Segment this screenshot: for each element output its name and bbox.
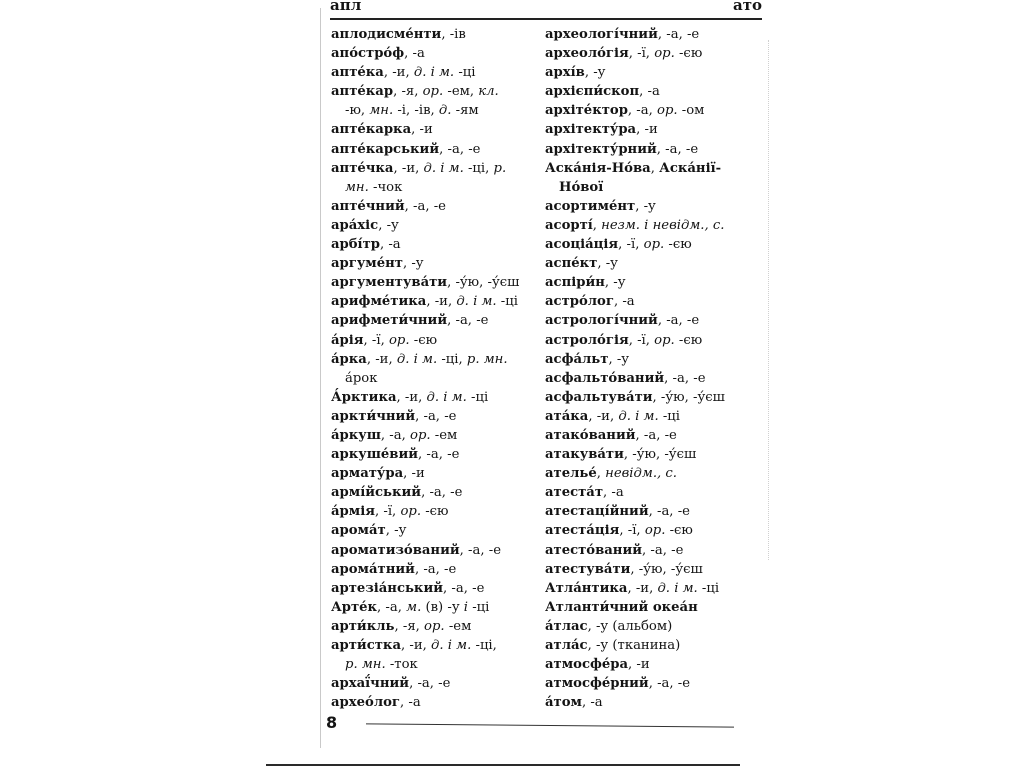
grammar-ending: , -и, <box>401 638 432 653</box>
grammar-ending: , -у (тканина) <box>587 638 681 653</box>
grammar-abbrev: д. і м. <box>657 580 698 596</box>
grammar-abbrev: д. <box>438 103 452 119</box>
left-column <box>331 25 536 712</box>
dictionary-entry <box>331 636 536 655</box>
headword: Арте́к <box>331 599 378 615</box>
grammar-ending: , -ї, <box>628 46 655 62</box>
headword: археóлог <box>331 695 400 711</box>
dictionary-entry <box>331 502 536 521</box>
dictionary-entry <box>331 25 536 44</box>
headword: архіте́ктор <box>545 103 628 119</box>
grammar-ending: -ці, <box>463 160 494 176</box>
dictionary-entry <box>545 82 750 101</box>
grammar-ending: , -у́ю, -у́єш <box>630 561 703 577</box>
right-column <box>545 25 750 712</box>
dictionary-entry <box>331 311 536 330</box>
dictionary-entry <box>545 235 750 254</box>
grammar-ending: , -у <box>608 351 630 367</box>
dictionary-entry <box>545 216 750 235</box>
dictionary-entry <box>545 388 750 407</box>
headword: а́рія <box>331 332 364 348</box>
grammar-ending: , -у <box>635 198 656 214</box>
headword: архієпи́скоп <box>545 84 640 100</box>
grammar-ending: , -ї, <box>363 332 389 348</box>
grammar-ending: , -а, -е <box>443 580 485 596</box>
grammar-ending: , -и, <box>588 408 619 424</box>
headword: асоціа́ція <box>545 237 619 253</box>
headword: астрологі́чний <box>545 313 658 329</box>
dictionary-entry <box>331 292 536 311</box>
dictionary-entry <box>545 426 750 445</box>
dictionary-entry <box>331 254 536 273</box>
entry-continuation <box>545 178 750 197</box>
grammar-ending: , -а, -е <box>648 504 690 520</box>
headword: асфальто́ваний <box>545 370 665 386</box>
headword: апте́карський <box>331 141 440 157</box>
grammar-ending: , -а, -е <box>414 561 457 577</box>
grammar-ending: , -и, <box>383 65 414 81</box>
footer-rule <box>366 723 734 727</box>
headword: атеста́т <box>545 485 604 501</box>
headword: атесто́ваний <box>545 542 643 558</box>
right-guideword: ато <box>732 0 762 14</box>
dictionary-entry <box>331 445 536 464</box>
headword: атеста́ція <box>545 523 620 539</box>
scan-edge-line <box>266 764 740 766</box>
grammar-abbrev: ор. <box>654 46 675 62</box>
dictionary-entry <box>545 140 750 159</box>
dictionary-entry <box>331 521 536 540</box>
grammar-ending: -ці <box>496 294 518 310</box>
grammar-abbrev: ор. <box>422 84 444 100</box>
dictionary-entry <box>545 197 750 216</box>
dictionary-entry <box>545 369 750 388</box>
dictionary-entry <box>545 331 750 350</box>
headword: арифмети́чний <box>331 313 448 329</box>
headword: архаї́чний <box>331 676 410 692</box>
headword: аплодисме́нти <box>331 27 442 42</box>
grammar-ending: , -а <box>400 695 421 711</box>
grammar-ending: , -а, <box>380 427 410 443</box>
dictionary-entry <box>331 159 536 178</box>
headword: апте́чка <box>331 160 394 176</box>
grammar-ending: , -а, -е <box>421 485 463 501</box>
headword: атестува́ти <box>545 561 631 577</box>
grammar-ending: , -и, <box>426 294 457 310</box>
page-edge <box>768 40 769 560</box>
grammar-ending: , -и <box>636 122 658 138</box>
dictionary-entry <box>545 655 750 674</box>
grammar-abbrev: ор. <box>424 618 445 634</box>
grammar-ending: , -а, -е <box>664 370 706 386</box>
dictionary-entry <box>545 502 750 521</box>
grammar-abbrev: ор. <box>400 504 422 520</box>
grammar-abbrev: д. і м. <box>618 408 659 424</box>
dictionary-entry <box>331 273 536 292</box>
grammar-ending: -ем, <box>443 84 479 100</box>
dictionary-entry <box>545 483 750 502</box>
grammar-ending: , -а, -е <box>635 427 677 443</box>
dictionary-entry <box>545 292 750 311</box>
dictionary-entry <box>545 445 750 464</box>
grammar-ending: , -и <box>411 122 433 138</box>
dictionary-entry <box>545 674 750 693</box>
headword: апте́чний <box>331 198 405 214</box>
dictionary-entry <box>545 693 750 712</box>
dictionary-entry <box>331 216 536 235</box>
grammar-ending: , -ів <box>441 27 466 42</box>
grammar-ending: , -а, -е <box>439 141 481 157</box>
dictionary-entry <box>331 44 536 63</box>
grammar-abbrev: ор. <box>643 237 665 253</box>
headword: ароматизо́ваний <box>331 542 460 558</box>
headword: ара́хіс <box>331 217 379 233</box>
headword: арбі́тр <box>331 237 380 253</box>
grammar-ending: , -и <box>628 657 650 673</box>
grammar-ending: -єю <box>409 332 438 348</box>
grammar-ending: , -я, <box>394 618 425 634</box>
headword: Атла́нтика <box>545 580 628 596</box>
grammar-ending: , -а <box>581 695 603 711</box>
grammar-ending: , -у́ю, -у́єш <box>652 389 725 405</box>
headword: архітекту́рний <box>545 141 657 157</box>
grammar-ending: , -а, -е <box>409 676 451 692</box>
dictionary-entry <box>331 598 536 617</box>
dictionary-entry <box>545 560 750 579</box>
headword: астро́лог <box>545 294 614 310</box>
grammar-ending: , -у <box>402 256 424 272</box>
dictionary-entry <box>545 464 750 483</box>
dictionary-entry <box>545 44 750 63</box>
headword: армату́ра <box>331 466 404 482</box>
headword: арифме́тика <box>331 294 427 310</box>
grammar-ending: -ці <box>468 599 490 615</box>
grammar-ending: -єю <box>664 237 692 253</box>
grammar-ending: , -и, <box>366 351 397 367</box>
grammar-ending: (в) -у <box>421 599 464 615</box>
grammar-ending: , -а, -е <box>404 198 446 214</box>
grammar-ending: , -а <box>639 84 660 100</box>
dictionary-entry <box>545 636 750 655</box>
grammar-ending: -і, -ів, <box>393 103 439 119</box>
dictionary-entry <box>545 159 750 178</box>
grammar-abbrev: р. мн. <box>345 657 386 673</box>
dictionary-entry <box>331 579 536 598</box>
grammar-ending: -ці, <box>471 638 497 653</box>
dictionary-entry <box>545 598 750 617</box>
dictionary-entry <box>545 63 750 82</box>
headword: арти́кль <box>331 618 395 634</box>
grammar-ending: -чок <box>368 179 403 195</box>
headword: аркти́чний <box>331 408 416 424</box>
dictionary-entry <box>545 273 750 292</box>
headword: А́рктика <box>331 389 397 405</box>
dictionary-entry <box>331 541 536 560</box>
grammar-ending: , -а <box>379 237 401 253</box>
dictionary-entry <box>331 693 536 712</box>
grammar-abbrev: кл. <box>478 84 499 100</box>
grammar-ending: -єю <box>674 46 703 62</box>
grammar-abbrev: ор. <box>654 332 675 348</box>
grammar-ending: -ю, <box>345 103 370 119</box>
dictionary-entry <box>545 617 750 636</box>
entry-continuation <box>331 101 536 120</box>
grammar-ending: -ці <box>658 408 680 424</box>
headword: атако́ваний <box>545 427 636 443</box>
dictionary-entry <box>331 617 536 636</box>
headword: а́рмія <box>331 504 375 520</box>
grammar-abbrev: м. <box>406 599 422 615</box>
grammar-abbrev: ор. <box>657 103 678 119</box>
grammar-ending: , -а, -е <box>642 542 684 558</box>
grammar-ending: -ці, <box>437 351 467 367</box>
headword: асортиме́нт <box>545 198 636 214</box>
grammar-ending: , -у (альбом) <box>587 618 673 634</box>
dictionary-entry <box>545 101 750 120</box>
page-header <box>330 0 762 20</box>
grammar-abbrev: ор. <box>644 523 666 539</box>
grammar-ending: -єю <box>665 523 693 539</box>
grammar-ending: , -а, -е <box>648 676 691 692</box>
grammar-ending: , -у <box>385 523 407 539</box>
headword: апте́карка <box>331 122 412 138</box>
grammar-ending: , -а <box>613 294 635 310</box>
dictionary-entry <box>331 426 536 445</box>
page-footer <box>322 711 742 741</box>
headword: аргуме́нт <box>331 256 403 272</box>
headword: а́тлас <box>545 618 588 634</box>
grammar-abbrev: ор. <box>410 427 431 443</box>
headword: аргументува́ти <box>331 275 448 291</box>
grammar-ending: , -у́ю, -у́єш <box>447 275 520 291</box>
headword: археоло́гія <box>545 46 629 62</box>
grammar-abbrev: д. і м. <box>426 389 467 405</box>
grammar-ending: , -ї, <box>628 332 655 348</box>
dictionary-entry <box>331 63 536 82</box>
headword: ателье́ <box>545 466 597 482</box>
dictionary-entry <box>545 25 750 44</box>
headword: Но́вої <box>559 179 604 195</box>
headword: атестаці́йний <box>545 504 649 520</box>
headword: атла́с <box>545 638 588 653</box>
dictionary-entry <box>331 350 536 369</box>
dictionary-entry <box>545 254 750 273</box>
grammar-ending: , -а <box>404 46 425 62</box>
dictionary-entry <box>331 235 536 254</box>
grammar-abbrev: р. <box>493 160 507 176</box>
dictionary-entry <box>331 464 536 483</box>
grammar-ending: -ці <box>454 65 476 81</box>
headword: атакува́ти <box>545 447 624 463</box>
left-guideword: апл <box>330 0 362 14</box>
grammar-ending: , -у <box>584 65 606 81</box>
grammar-ending: , -у <box>604 275 626 291</box>
dictionary-entry <box>331 331 536 350</box>
dictionary-entry <box>331 407 536 426</box>
grammar-ending: , -а, <box>377 599 407 615</box>
headword: Аска́нія-Но́ва <box>545 160 651 176</box>
headword: археологі́чний <box>545 27 658 42</box>
dictionary-entry <box>331 82 536 101</box>
dictionary-entry <box>545 521 750 540</box>
headword: апте́кар <box>331 84 394 100</box>
headword: апо́стро́ф <box>331 46 405 62</box>
dictionary-entry <box>331 388 536 407</box>
grammar-abbrev: мн. <box>369 103 394 119</box>
grammar-abbrev: невідм., с. <box>605 466 677 482</box>
headword: архітекту́ра <box>545 122 637 138</box>
dictionary-entry <box>331 197 536 216</box>
dictionary-entry <box>545 407 750 426</box>
dictionary-entry <box>331 674 536 693</box>
grammar-abbrev: р. мн. <box>466 351 508 367</box>
grammar-ending: , -ї, <box>374 504 401 520</box>
grammar-ending: -ом <box>677 103 705 119</box>
headword: арома́т <box>331 523 386 539</box>
headword: аркуше́вий <box>331 447 419 463</box>
headword: асорті́ <box>545 217 593 233</box>
dictionary-entry <box>545 311 750 330</box>
grammar-abbrev: д. і м. <box>413 65 455 81</box>
grammar-ending: , -у <box>378 217 399 233</box>
grammar-ending: -єю <box>421 504 449 520</box>
grammar-ending: -ці <box>697 580 720 596</box>
grammar-ending: , <box>592 217 602 233</box>
dictionary-entry <box>331 140 536 159</box>
headword: Атланти́чний океа́н <box>545 599 698 615</box>
grammar-ending: , <box>650 160 660 176</box>
grammar-ending: , <box>596 466 606 482</box>
grammar-ending: , -а, -е <box>657 313 700 329</box>
dictionary-entry <box>545 120 750 139</box>
dictionary-entry <box>545 350 750 369</box>
grammar-ending: -єю <box>674 332 703 348</box>
dictionary-entry <box>545 579 750 598</box>
headword: а́том <box>545 695 582 711</box>
grammar-ending: , -и, <box>627 580 658 596</box>
grammar-ending: -ям <box>451 103 479 119</box>
grammar-ending: , -а, -е <box>657 27 700 42</box>
grammar-abbrev: д. і м. <box>456 294 497 310</box>
entry-continuation <box>331 178 536 197</box>
grammar-abbrev: д. і м. <box>396 351 438 367</box>
headword: а́ркуш <box>331 427 381 443</box>
headword: апте́ка <box>331 65 384 81</box>
grammar-ending: а́рок <box>345 370 378 386</box>
headword: артезіа́нський <box>331 580 444 596</box>
grammar-ending: , -я, <box>393 84 423 100</box>
grammar-ending: , -а, -е <box>415 408 457 424</box>
dictionary-entry <box>331 120 536 139</box>
page-number: 8 <box>326 713 338 732</box>
grammar-ending: , -ї, <box>618 237 644 253</box>
grammar-ending: , -и <box>403 466 425 482</box>
dictionary-entry <box>331 560 536 579</box>
grammar-ending: , -а, -е <box>418 447 460 463</box>
grammar-ending: , -ї, <box>619 523 645 539</box>
entry-continuation <box>331 369 536 388</box>
headword: а́рка <box>331 351 367 367</box>
grammar-ending: , -а, <box>627 103 658 119</box>
headword: армі́йський <box>331 485 422 501</box>
headword: атмосфе́ра <box>545 657 629 673</box>
grammar-abbrev: д. і м. <box>431 638 472 653</box>
grammar-ending: , -у́ю, -у́єш <box>623 447 697 463</box>
grammar-abbrev: незм. і невідм., с. <box>601 217 725 233</box>
grammar-ending: -ток <box>385 657 418 673</box>
headword: асфа́льт <box>545 351 609 367</box>
grammar-ending: -ці <box>466 389 489 405</box>
dictionary-entry <box>331 483 536 502</box>
grammar-ending: , -а, -е <box>447 313 489 329</box>
headword: аспе́кт <box>545 256 598 272</box>
grammar-ending: , -а, -е <box>656 141 699 157</box>
headword: ата́ка <box>545 408 589 424</box>
headword: астроло́гія <box>545 332 629 348</box>
grammar-ending: , -и, <box>393 160 424 176</box>
grammar-ending: , -а <box>603 485 624 501</box>
grammar-abbrev: ор. <box>388 332 410 348</box>
headword: атмосфе́рний <box>545 676 649 692</box>
headword: Аска́нії- <box>659 160 722 176</box>
headword: архі́в <box>545 65 585 81</box>
grammar-ending: -ем <box>444 618 472 634</box>
dictionary-entry <box>545 541 750 560</box>
headword: асфальтува́ти <box>545 389 653 405</box>
headword: арома́тний <box>331 561 415 577</box>
grammar-abbrev: д. і м. <box>423 160 464 176</box>
grammar-ending: -ем <box>430 427 458 443</box>
page-edge <box>320 8 321 748</box>
entry-continuation <box>331 655 536 674</box>
grammar-ending: , -и, <box>396 389 427 405</box>
grammar-ending: , -у <box>597 256 618 272</box>
grammar-abbrev: мн. <box>345 179 369 195</box>
headword: аспіри́н <box>545 275 605 291</box>
grammar-abbrev: і <box>463 599 469 615</box>
grammar-ending: , -а, -е <box>459 542 502 558</box>
headword: арти́стка <box>331 638 401 653</box>
